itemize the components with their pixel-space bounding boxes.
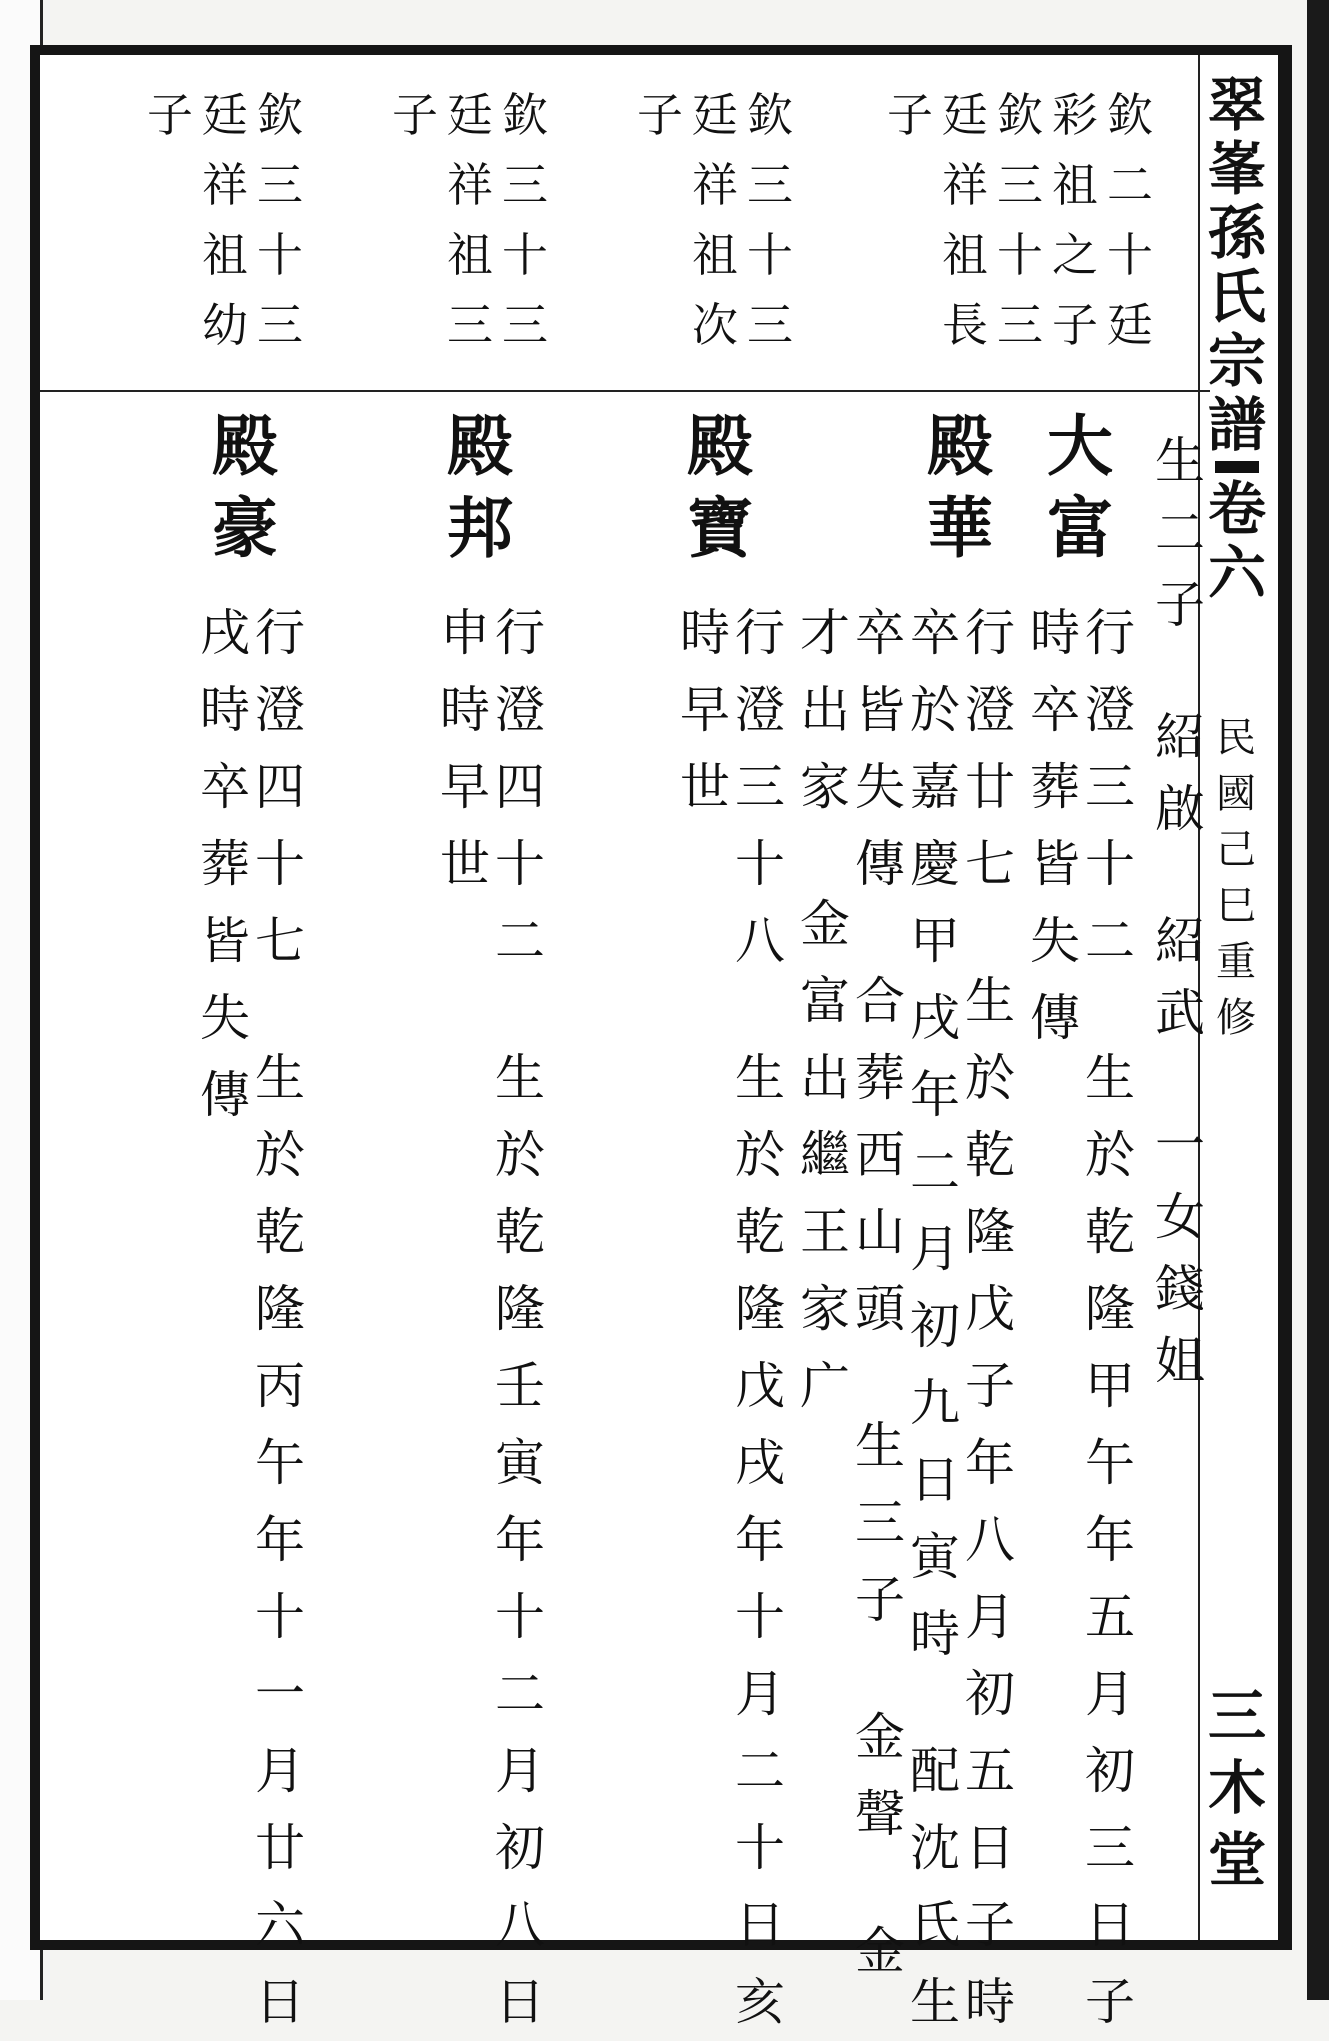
top-note-col — [1100, 80, 1160, 360]
char: 年 — [255, 1511, 305, 1569]
char: 失 — [855, 758, 905, 816]
register-divider — [40, 390, 1210, 392]
char: 欽 — [502, 88, 548, 142]
name-char: 豪 — [212, 489, 278, 567]
char: 年 — [910, 1066, 960, 1124]
char: 年 — [735, 1511, 785, 1569]
char: 乾 — [965, 1126, 1015, 1184]
char: 十 — [502, 228, 548, 282]
char: 世 — [440, 835, 490, 893]
char: 卒 — [200, 758, 250, 816]
char: 日 — [1085, 1896, 1135, 1954]
char: 十 — [255, 1588, 305, 1646]
char: 慶 — [910, 835, 960, 893]
char: 日 — [255, 1973, 305, 2031]
char: 午 — [1085, 1434, 1135, 1492]
title-char: 翠 — [1207, 71, 1266, 139]
name-char: 殿 — [447, 407, 513, 485]
char: 澄 — [495, 681, 545, 739]
spacer — [730, 980, 790, 1040]
char: 繼 — [800, 1126, 850, 1184]
top-note-col — [630, 80, 690, 150]
char: 月 — [255, 1742, 305, 1800]
entry-line — [675, 595, 735, 826]
char: 三 — [502, 298, 548, 352]
char: 失 — [1030, 912, 1080, 970]
char: 於 — [495, 1126, 545, 1184]
char: 十 — [1085, 835, 1135, 893]
right-page-edge — [1307, 0, 1329, 2000]
char: 戊 — [735, 1357, 785, 1415]
entry-line — [195, 595, 255, 1134]
book-title — [1206, 73, 1268, 605]
char: 祖 — [692, 228, 738, 282]
char: 月 — [1085, 1665, 1135, 1723]
char: 子 — [392, 88, 438, 142]
char: 十 — [495, 1588, 545, 1646]
name-char: 殿 — [687, 407, 753, 485]
char: 一 — [255, 1665, 305, 1723]
char: 三 — [257, 298, 303, 352]
char: 於 — [965, 1049, 1015, 1107]
char: 廿 — [965, 758, 1015, 816]
char: 葬 — [200, 835, 250, 893]
char: 生 — [495, 1049, 545, 1107]
char: 葬 — [1030, 758, 1080, 816]
char: 子 — [1052, 298, 1098, 352]
char: 於 — [910, 681, 960, 739]
char: 六 — [255, 1896, 305, 1954]
char: 八 — [965, 1511, 1015, 1569]
char: 三 — [257, 158, 303, 212]
char: 次 — [692, 298, 738, 352]
char: 三 — [1085, 758, 1135, 816]
title-char: 孫 — [1207, 199, 1266, 267]
char: 頭 — [855, 1280, 905, 1338]
char: 祖 — [202, 228, 248, 282]
char: 廷 — [942, 88, 988, 142]
char: 日 — [910, 1451, 960, 1509]
char: 二 — [1085, 912, 1135, 970]
char: 子 — [637, 88, 683, 142]
char: 時 — [680, 604, 730, 662]
char: 寅 — [495, 1434, 545, 1492]
top-note-col — [990, 80, 1050, 360]
char: 月 — [735, 1665, 785, 1723]
char: 時 — [440, 681, 490, 739]
char: 日 — [735, 1896, 785, 1954]
spacer — [850, 1853, 910, 1913]
char: 生 — [735, 1049, 785, 1107]
char: 乾 — [735, 1203, 785, 1261]
char: 澄 — [1085, 681, 1135, 739]
char: 四 — [255, 758, 305, 816]
char: 八 — [495, 1896, 545, 1954]
hall-char: 三 — [1207, 1682, 1266, 1750]
char: 之 — [1052, 228, 1098, 282]
top-note-col — [935, 80, 995, 360]
char: 祖 — [1052, 158, 1098, 212]
char: 五 — [1085, 1588, 1135, 1646]
char: 祖 — [942, 228, 988, 282]
char: 十 — [735, 835, 785, 893]
char: 行 — [255, 604, 305, 662]
entry-line — [730, 595, 790, 2041]
char: 合 — [855, 972, 905, 1030]
char: 家 — [800, 1280, 850, 1338]
char: 廷 — [202, 88, 248, 142]
char: 乾 — [255, 1203, 305, 1261]
char: 姐 — [1155, 1332, 1205, 1390]
char: 三 — [997, 158, 1043, 212]
char: 廷 — [447, 88, 493, 142]
char: 生 — [965, 972, 1015, 1030]
char: 彩 — [1052, 88, 1098, 142]
char: 失 — [200, 989, 250, 1047]
spacer — [850, 1639, 910, 1699]
entry-line — [490, 595, 550, 2041]
char: 欽 — [257, 88, 303, 142]
char: 行 — [735, 604, 785, 662]
char: 三 — [1085, 1819, 1135, 1877]
char: 聲 — [855, 1785, 905, 1843]
char: 初 — [965, 1665, 1015, 1723]
char: 皆 — [855, 681, 905, 739]
char: 傳 — [855, 835, 905, 893]
genealogy-page — [30, 45, 1292, 2031]
char: 於 — [1085, 1126, 1135, 1184]
edition-char: 重 — [1216, 939, 1256, 985]
char: 生 — [1155, 432, 1205, 490]
edition-char: 修 — [1216, 995, 1256, 1041]
char: 欽 — [747, 88, 793, 142]
char: 皆 — [200, 912, 250, 970]
char: 一 — [1155, 1116, 1205, 1174]
char: 生 — [255, 1049, 305, 1107]
spacer — [795, 826, 855, 886]
char: 初 — [1085, 1742, 1135, 1800]
char: 富 — [800, 972, 850, 1030]
entry-line — [850, 595, 910, 1990]
entry-line — [960, 595, 1020, 2041]
char: 金 — [855, 1708, 905, 1766]
top-note-col — [140, 80, 200, 150]
top-note-col — [1045, 80, 1105, 360]
char: 七 — [965, 835, 1015, 893]
char: 三 — [747, 158, 793, 212]
char: 申 — [440, 604, 490, 662]
spacer — [1150, 1049, 1210, 1109]
char: 時 — [1030, 604, 1080, 662]
char: 八 — [735, 912, 785, 970]
name-char: 殿 — [212, 407, 278, 485]
char: 世 — [680, 758, 730, 816]
char: 日 — [965, 1819, 1015, 1877]
entry-line — [1080, 595, 1140, 2041]
name-char: 大 — [1047, 407, 1113, 485]
char: 二 — [910, 1143, 960, 1201]
char: 欽 — [1107, 88, 1153, 142]
char: 戌 — [735, 1434, 785, 1492]
char: 子 — [965, 1896, 1015, 1954]
person-name-dian-bang — [440, 405, 520, 569]
char: 祥 — [202, 158, 248, 212]
top-note-col — [495, 80, 555, 360]
char: 三 — [997, 298, 1043, 352]
name-char: 華 — [927, 489, 993, 567]
char: 戌 — [200, 604, 250, 662]
spacer — [490, 980, 550, 1040]
char: 傳 — [1030, 989, 1080, 1047]
top-note-col — [250, 80, 310, 360]
char: 金 — [855, 1922, 905, 1980]
char: 出 — [800, 1049, 850, 1107]
continuation-line — [1150, 425, 1210, 1397]
char: 年 — [1085, 1511, 1135, 1569]
char: 澄 — [965, 681, 1015, 739]
char: 十 — [735, 1819, 785, 1877]
char: 廷 — [1107, 298, 1153, 352]
char: 紹 — [1155, 912, 1205, 970]
char: 十 — [735, 1588, 785, 1646]
spacer — [850, 1348, 910, 1408]
char: 女 — [1155, 1188, 1205, 1246]
entry-line — [795, 595, 855, 1425]
char: 啟 — [1155, 780, 1205, 838]
char: 隆 — [255, 1280, 305, 1338]
char: 皆 — [1030, 835, 1080, 893]
char: 家 — [800, 758, 850, 816]
spacer — [1080, 980, 1140, 1040]
volume-char: 六 — [1207, 539, 1266, 607]
char: 澄 — [255, 681, 305, 739]
title-char: 氏 — [1207, 263, 1266, 331]
char: 行 — [965, 604, 1015, 662]
char: 子 — [887, 88, 933, 142]
char: 三 — [447, 298, 493, 352]
char: 十 — [255, 835, 305, 893]
char: 時 — [965, 1973, 1015, 2031]
top-note-col — [440, 80, 500, 360]
char: 廿 — [255, 1819, 305, 1877]
spacer — [1150, 845, 1210, 905]
char: 欽 — [997, 88, 1043, 142]
char: 金 — [800, 895, 850, 953]
char: 十 — [1107, 228, 1153, 282]
char: 卒 — [910, 604, 960, 662]
char: 午 — [255, 1434, 305, 1492]
top-note-col — [685, 80, 745, 360]
edition-char: 國 — [1216, 771, 1256, 817]
char: 七 — [255, 912, 305, 970]
spacer — [905, 1673, 965, 1733]
char: 隆 — [735, 1280, 785, 1338]
char: 山 — [855, 1203, 905, 1261]
spacer — [250, 980, 310, 1040]
char: 隆 — [1085, 1280, 1135, 1338]
hall-char: 木 — [1207, 1754, 1266, 1822]
char: 才 — [800, 604, 850, 662]
char: 二 — [1155, 504, 1205, 562]
char: 三 — [747, 298, 793, 352]
title-char: 宗 — [1207, 327, 1266, 395]
spacer — [1150, 641, 1210, 701]
char: 年 — [965, 1434, 1015, 1492]
char: 二 — [735, 1742, 785, 1800]
char: 壬 — [495, 1357, 545, 1415]
char: 三 — [735, 758, 785, 816]
hall-char: 堂 — [1207, 1826, 1266, 1894]
edition-char: 民 — [1216, 715, 1256, 761]
char: 行 — [1085, 604, 1135, 662]
char: 嘉 — [910, 758, 960, 816]
char: 子 — [147, 88, 193, 142]
char: 時 — [200, 681, 250, 739]
edition-char: 己 — [1216, 827, 1256, 873]
char: 丙 — [255, 1357, 305, 1415]
char: 日 — [495, 1973, 545, 2031]
char: 三 — [502, 158, 548, 212]
char: 廷 — [692, 88, 738, 142]
char: 隆 — [965, 1203, 1015, 1261]
char: 西 — [855, 1126, 905, 1184]
name-char: 邦 — [447, 489, 513, 567]
top-note-col — [740, 80, 800, 360]
char: 寅 — [910, 1528, 960, 1586]
person-name-dian-bao — [680, 405, 760, 569]
char: 子 — [965, 1357, 1015, 1415]
person-name-da-fu — [1040, 405, 1120, 569]
volume-char: 卷 — [1207, 475, 1266, 543]
char: 亥 — [735, 1973, 785, 2031]
char: 時 — [910, 1605, 960, 1663]
title-char: 峯 — [1207, 135, 1266, 203]
char: 生 — [855, 1417, 905, 1475]
spacer — [850, 903, 910, 963]
char: 乾 — [1085, 1203, 1135, 1261]
char: 月 — [910, 1220, 960, 1278]
char: 戊 — [965, 1280, 1015, 1338]
char: 四 — [495, 758, 545, 816]
char: 初 — [495, 1819, 545, 1877]
char: 祥 — [447, 158, 493, 212]
char: 祥 — [942, 158, 988, 212]
char: 氏 — [910, 1896, 960, 1954]
char: 葬 — [855, 1049, 905, 1107]
char: 五 — [965, 1742, 1015, 1800]
char: 三 — [855, 1494, 905, 1552]
top-note-col — [195, 80, 255, 360]
name-char: 富 — [1047, 489, 1113, 567]
person-name-dian-hao — [205, 405, 285, 569]
char: 紹 — [1155, 708, 1205, 766]
char: 月 — [495, 1742, 545, 1800]
entry-line — [905, 595, 965, 2041]
char: 卒 — [855, 604, 905, 662]
title-char: 譜 — [1207, 391, 1266, 459]
char: 祥 — [692, 158, 738, 212]
char: 子 — [1085, 1973, 1135, 2031]
spacer — [960, 903, 1020, 963]
char: 九 — [910, 1374, 960, 1432]
char: 十 — [997, 228, 1043, 282]
name-char: 寶 — [687, 489, 753, 567]
char: 乾 — [495, 1203, 545, 1261]
char: 於 — [255, 1126, 305, 1184]
char: 十 — [495, 835, 545, 893]
char: 隆 — [495, 1280, 545, 1338]
char: 广 — [800, 1357, 850, 1415]
top-note-col — [880, 80, 940, 150]
top-note-col — [385, 80, 445, 150]
char: 戌 — [910, 989, 960, 1047]
name-char: 殿 — [927, 407, 993, 485]
char: 王 — [800, 1203, 850, 1261]
char: 祖 — [447, 228, 493, 282]
char: 子 — [855, 1571, 905, 1629]
char: 早 — [440, 758, 490, 816]
char: 傳 — [200, 1066, 250, 1124]
char: 長 — [942, 298, 988, 352]
entry-line — [435, 595, 495, 903]
char: 甲 — [910, 912, 960, 970]
char: 月 — [965, 1588, 1015, 1646]
char: 早 — [680, 681, 730, 739]
char: 二 — [495, 1665, 545, 1723]
entry-line — [1025, 595, 1085, 1057]
char: 生 — [910, 1973, 960, 2031]
char: 配 — [910, 1742, 960, 1800]
char: 出 — [800, 681, 850, 739]
char: 二 — [1107, 158, 1153, 212]
entry-line — [250, 595, 310, 2041]
fishtail-mark — [1215, 461, 1259, 473]
char: 於 — [735, 1126, 785, 1184]
frame-rule — [1278, 55, 1282, 1940]
char: 沈 — [910, 1819, 960, 1877]
edition-char: 巳 — [1216, 883, 1256, 929]
char: 武 — [1155, 984, 1205, 1042]
char: 子 — [1155, 576, 1205, 634]
char: 甲 — [1085, 1357, 1135, 1415]
char: 十 — [747, 228, 793, 282]
char: 生 — [1085, 1049, 1135, 1107]
char: 初 — [910, 1297, 960, 1355]
char: 行 — [495, 604, 545, 662]
edition-note — [1212, 710, 1260, 1046]
char: 年 — [495, 1511, 545, 1569]
char: 澄 — [735, 681, 785, 739]
char: 十 — [257, 228, 303, 282]
person-name-dian-hua — [920, 405, 1000, 569]
hall-name — [1206, 1680, 1268, 1896]
char: 卒 — [1030, 681, 1080, 739]
char: 錢 — [1155, 1260, 1205, 1318]
char: 二 — [495, 912, 545, 970]
char: 幼 — [202, 298, 248, 352]
